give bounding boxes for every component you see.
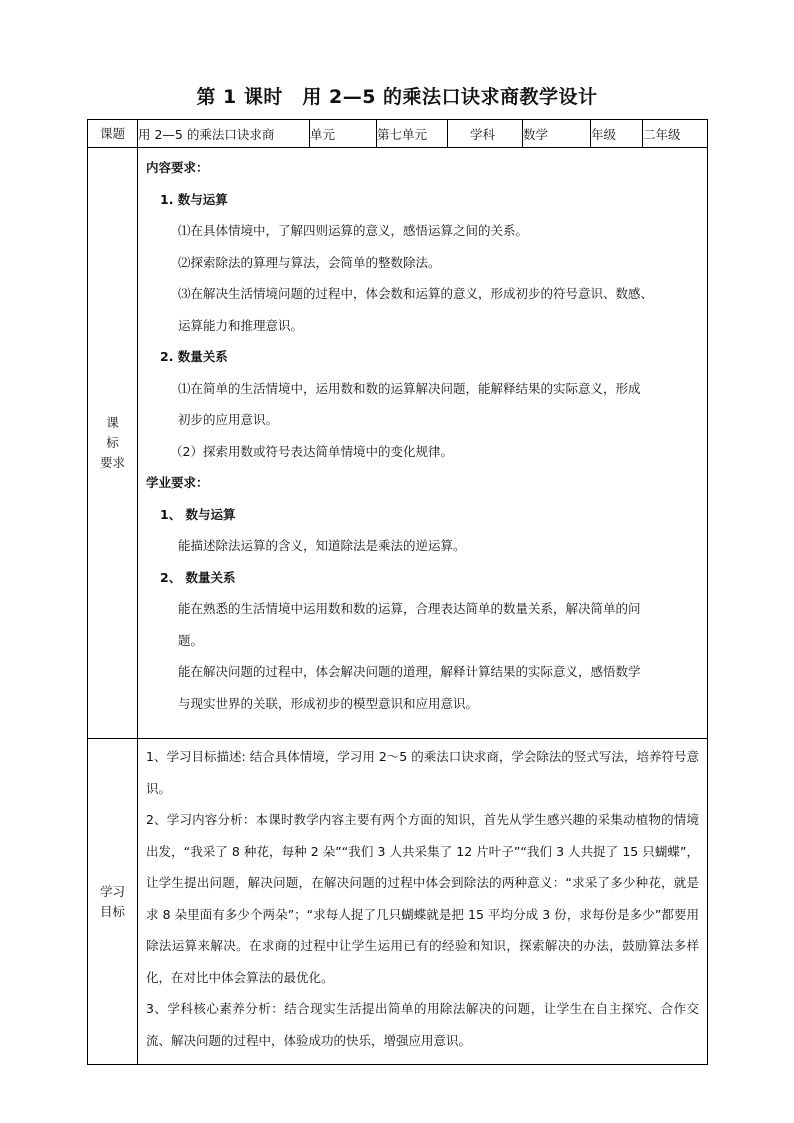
- goals-label-bottom: 目标: [99, 903, 125, 919]
- text-line: ⑴在简单的生活情境中，运用数和数的运算解决问题，能解释结果的实际意义，形成: [178, 380, 641, 396]
- header-cell-topic-label: 课题: [88, 120, 138, 148]
- content-analysis-paragraph: 2、学习内容分析：本课时教学内容主要有两个方面的知识，首先从学生感兴趣的采集动植物的情境出发，“我采了 8 种花，每种 2 朵”“我们 3 人共采集了 12 片叶子”“我们 3 人共捉了 15 只蝴蝶”，让学生提出问题，解决问题，在解决问题的过程中体会到除法的两种意义：“求采了多少种花，就是求 8 朵里面有多少个两朵”；“求每人捉了几只蝴蝶就是把 15 平均分成 3 份，求每份是多少”都要用除法运算来解决。在求商的过程中让学生运用已有的经验和知识，探索解决的办法，鼓励算法多样化，在对比中体会算法的最优化。: [146, 812, 699, 985]
- header-cell-unit-label: 单元: [310, 120, 377, 148]
- academic-requirements-heading: 学业要求：: [146, 475, 209, 490]
- academic-section-operations: 1、 数与运算: [160, 506, 236, 522]
- standards-label: [88, 148, 138, 739]
- section-number-operations: 1. 数与运算: [160, 191, 228, 207]
- standards-label-bottom: 要求: [99, 455, 125, 470]
- text-line: ⑴在具体情境中，了解四则运算的意义，感悟运算之间的关系。: [178, 223, 529, 238]
- goals-row: [88, 739, 708, 1065]
- section-quantity-relations: 2. 数量关系: [160, 349, 228, 364]
- header-cell-grade-value: 二年级: [643, 120, 708, 148]
- standards-label-top: 课 标: [106, 415, 127, 450]
- text-line: 初步的应用意识。: [178, 412, 279, 427]
- standards-content: [138, 148, 708, 739]
- text-line: ⑵探索除法的算理与算法，会简单的整数除法。: [178, 254, 441, 270]
- goals-label-top: 学习: [99, 883, 125, 899]
- header-row: [88, 120, 708, 148]
- header-cell-grade-label: 年级: [591, 120, 643, 148]
- goals-content: [138, 739, 708, 1065]
- goal-description-paragraph: 1、学习目标描述: 结合具体情境，学习用 2～5 的乘法口诀求商，学会除法的竖式写法，培养符号意识。: [146, 749, 699, 796]
- goals-label: [88, 739, 138, 1065]
- text-line: （2）探索用数或符号表达简单情境中的变化规律。: [170, 443, 453, 459]
- page-title: 第 1 课时 用 2—5 的乘法口诀求商教学设计: [196, 86, 598, 108]
- header-cell-unit-value: 第七单元: [377, 120, 448, 148]
- standards-row: [88, 148, 708, 739]
- text-line: 能描述除法运算的含义，知道除法是乘法的逆运算。: [178, 538, 466, 553]
- academic-section-quantity: 2、 数量关系: [160, 569, 236, 585]
- text-line: ⑶在解决生活情境问题的过程中，体会数和运算的意义，形成初步的符号意识、数感、: [178, 286, 654, 301]
- content-requirements-heading: 内容要求：: [146, 160, 209, 175]
- lesson-plan-table: [87, 119, 708, 1065]
- header-cell-subject-label: 学科: [448, 120, 523, 148]
- text-line: 与现实世界的关联，形成初步的模型意识和应用意识。: [178, 695, 479, 711]
- header-cell-subject-value: 数学: [523, 120, 591, 148]
- text-line: 题。: [178, 632, 204, 648]
- header-cell-topic-value: 用 2—5 的乘法口诀求商: [138, 120, 310, 148]
- core-literacy-paragraph: 3、学科核心素养分析：结合现实生活提出简单的用除法解决的问题，让学生在自主探究、合作交流、解决问题的过程中，体验成功的快乐，增强应用意识。: [146, 1001, 699, 1048]
- text-line: 能在熟悉的生活情境中运用数和数的运算，合理表达简单的数量关系，解决简单的问: [178, 601, 641, 616]
- text-line: 能在解决问题的过程中，体会解决问题的道理，解释计算结果的实际意义，感悟数学: [178, 664, 641, 679]
- text-line: 运算能力和推理意识。: [178, 317, 304, 333]
